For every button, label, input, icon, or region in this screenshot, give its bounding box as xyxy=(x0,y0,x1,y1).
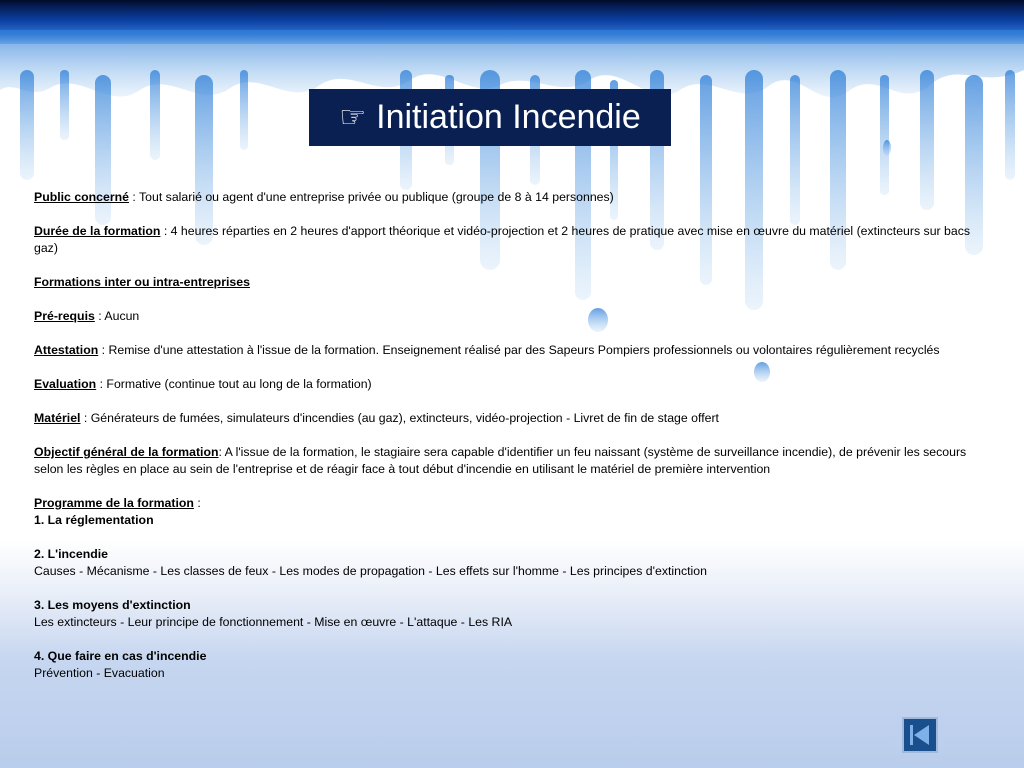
public-label: Public concerné xyxy=(34,190,129,204)
evaluation-paragraph xyxy=(34,376,984,393)
slide-title xyxy=(309,89,671,146)
duree-label: Durée de la formation xyxy=(34,224,161,238)
programme-item-text: Les extincteurs - Leur principe de fonctionnement - Mise en œuvre - L'attaque - Les RIA xyxy=(34,615,513,629)
materiel-text: : Générateurs de fumées, simulateurs d'incendies (au gaz), extincteurs, vidéo-projection - Livret de fin de stage offert xyxy=(80,411,719,425)
objectif-text: : A l'issue de la formation, le stagiaire sera capable d'identifier un feu naissant (système de surveillance incendie), de prévenir les secours selon les règles en place au sein de l'entreprise et de réagir face à tout début d'incendie en utilisant le matériel de première intervention xyxy=(34,445,967,476)
objectif-paragraph xyxy=(34,444,984,478)
programme-item-heading: 1. La réglementation xyxy=(34,513,154,527)
duree-paragraph xyxy=(34,223,984,257)
programme-item-heading: 2. L'incendie xyxy=(34,547,108,561)
programme-item-text: Causes - Mécanisme - Les classes de feux - Les modes de propagation - Les effets sur l'homme - Les principes d'extinction xyxy=(34,564,707,578)
prerequis-label: Pré-requis xyxy=(34,309,95,323)
previous-slide-button[interactable] xyxy=(902,717,938,753)
programme-item-4 xyxy=(34,648,984,682)
formations-paragraph xyxy=(34,274,984,291)
slide-title-text: Initiation Incendie xyxy=(376,98,641,136)
prerequis-paragraph xyxy=(34,308,984,325)
duree-text: : 4 heures réparties en 2 heures d'apport théorique et vidéo-projection et 2 heures de pratique avec mise en œuvre du matériel (extincteurs sur bacs gaz) xyxy=(34,224,971,255)
materiel-label: Matériel xyxy=(34,411,81,425)
programme-item-heading: 3. Les moyens d'extinction xyxy=(34,598,191,612)
previous-slide-icon xyxy=(908,723,932,747)
attestation-text: : Remise d'une attestation à l'issue de la formation. Enseignement réalisé par des Sapeurs Pompiers professionnels ou volontaires régulièrement recyclés xyxy=(98,343,940,357)
evaluation-label: Evaluation xyxy=(34,377,97,391)
programme-text: : xyxy=(193,496,201,510)
attestation-paragraph xyxy=(34,342,984,359)
formations-label: Formations inter ou intra-entreprises xyxy=(34,275,250,289)
programme-paragraph xyxy=(34,495,984,512)
programme-item-heading: 4. Que faire en cas d'incendie xyxy=(34,649,207,663)
objectif-label: Objectif général de la formation xyxy=(34,445,219,459)
programme-label: Programme de la formation xyxy=(34,496,194,510)
programme-item-2 xyxy=(34,546,984,580)
programme-item-1 xyxy=(34,512,984,529)
public-paragraph xyxy=(34,189,984,206)
programme-item-text: Prévention - Evacuation xyxy=(34,666,165,680)
evaluation-text: : Formative (continue tout au long de la formation) xyxy=(96,377,372,391)
attestation-label: Attestation xyxy=(34,343,99,357)
prerequis-text: : Aucun xyxy=(94,309,140,323)
materiel-paragraph xyxy=(34,410,984,427)
pointing-hand-icon: ☞ xyxy=(339,100,367,135)
programme-item-3 xyxy=(34,597,984,631)
content-body xyxy=(34,189,984,699)
public-text: : Tout salarié ou agent d'une entreprise privée ou publique (groupe de 8 à 14 personnes) xyxy=(129,190,614,204)
